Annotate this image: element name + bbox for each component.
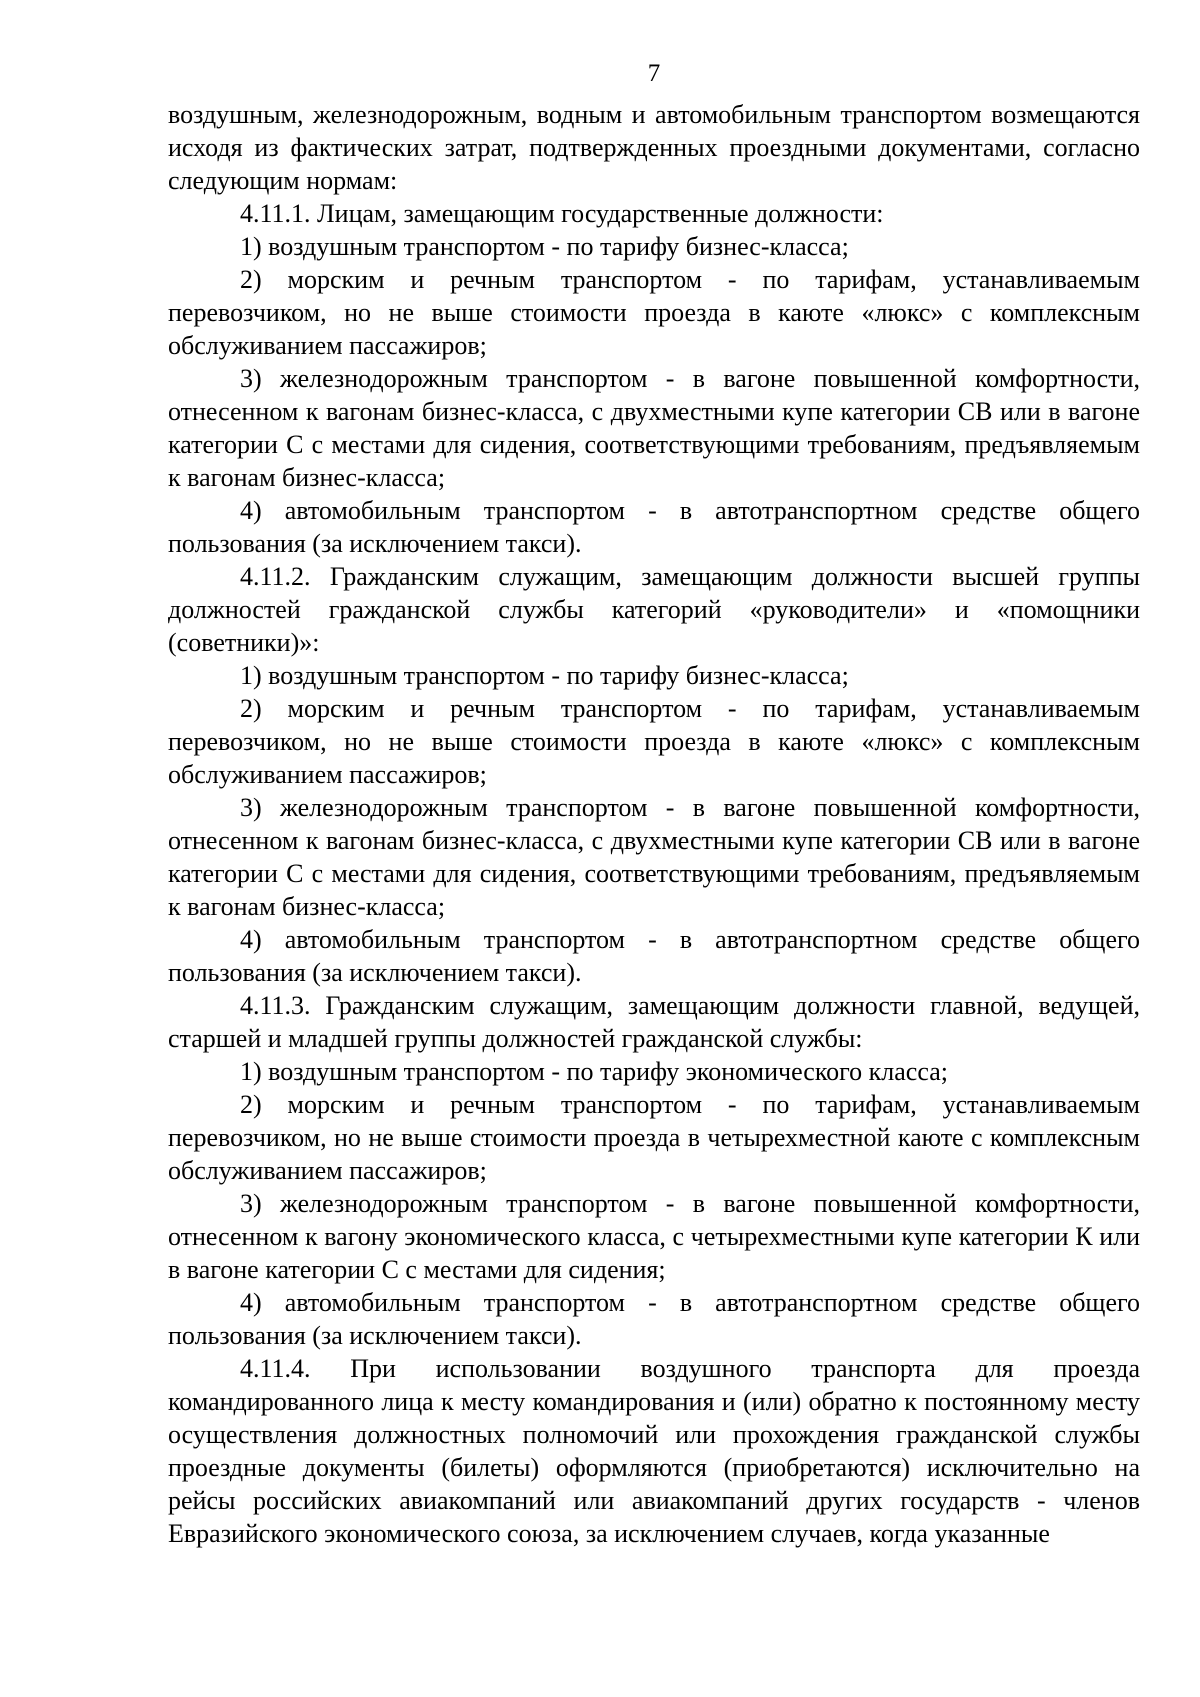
paragraph: 2) морским и речным транспортом - по тарифам, устанавливаемым перевозчиком, но не выше стоимости проезда в каюте «люкс» с комплексным обслуживанием пассажиров; <box>168 265 1140 360</box>
paragraph: 3) железнодорожным транспортом - в вагоне повышенной комфортности, отнесенном к вагону экономического класса, с четырехместными купе категории К или в вагоне категории С с местами для сидения; <box>168 1189 1140 1284</box>
document-body <box>168 98 1140 1550</box>
paragraph: 1) воздушным транспортом - по тарифу бизнес-класса; <box>240 232 849 261</box>
paragraph: 4.11.4. При использовании воздушного транспорта для проезда командированного лица к месту командирования и (или) обратно к постоянному месту осуществления должностных полномочий или прохождения гражданской службы проездные документы (билеты) оформляются (приобретаются) исключительно на рейсы российских авиакомпаний или авиакомпаний других государств - членов Евразийского экономического союза, за исключением случаев, когда указанные <box>168 1354 1140 1548</box>
paragraph: 1) воздушным транспортом - по тарифу экономического класса; <box>240 1057 948 1086</box>
paragraph: 3) железнодорожным транспортом - в вагоне повышенной комфортности, отнесенном к вагонам бизнес-класса, с двухместными купе категории СВ или в вагоне категории С с местами для сидения, соответствующими требованиям, предъявляемым к вагонам бизнес-класса; <box>168 793 1140 921</box>
paragraph: 3) железнодорожным транспортом - в вагоне повышенной комфортности, отнесенном к вагонам бизнес-класса, с двухместными купе категории СВ или в вагоне категории С с местами для сидения, соответствующими требованиям, предъявляемым к вагонам бизнес-класса; <box>168 364 1140 492</box>
paragraph: 2) морским и речным транспортом - по тарифам, устанавливаемым перевозчиком, но не выше стоимости проезда в четырехместной каюте с комплексным обслуживанием пассажиров; <box>168 1090 1140 1185</box>
document-page <box>168 58 1140 1550</box>
page-number: 7 <box>647 60 661 87</box>
paragraph: воздушным, железнодорожным, водным и автомобильным транспортом возмещаются исходя из фактических затрат, подтвержденных проездными документами, согласно следующим нормам: <box>168 100 1140 195</box>
paragraph: 4) автомобильным транспортом - в автотранспортном средстве общего пользования (за исключением такси). <box>168 925 1140 987</box>
paragraph: 4) автомобильным транспортом - в автотранспортном средстве общего пользования (за исключением такси). <box>168 496 1140 558</box>
paragraph: 1) воздушным транспортом - по тарифу бизнес-класса; <box>240 661 849 690</box>
paragraph: 4.11.1. Лицам, замещающим государственные должности: <box>240 199 884 228</box>
paragraph: 4) автомобильным транспортом - в автотранспортном средстве общего пользования (за исключением такси). <box>168 1288 1140 1350</box>
paragraph: 4.11.2. Гражданским служащим, замещающим должности высшей группы должностей гражданской службы категорий «руководители» и «помощники (советники)»: <box>168 562 1140 657</box>
paragraph: 4.11.3. Гражданским служащим, замещающим должности главной, ведущей, старшей и младшей группы должностей гражданской службы: <box>168 991 1140 1053</box>
paragraph: 2) морским и речным транспортом - по тарифам, устанавливаемым перевозчиком, но не выше стоимости проезда в каюте «люкс» с комплексным обслуживанием пассажиров; <box>168 694 1140 789</box>
